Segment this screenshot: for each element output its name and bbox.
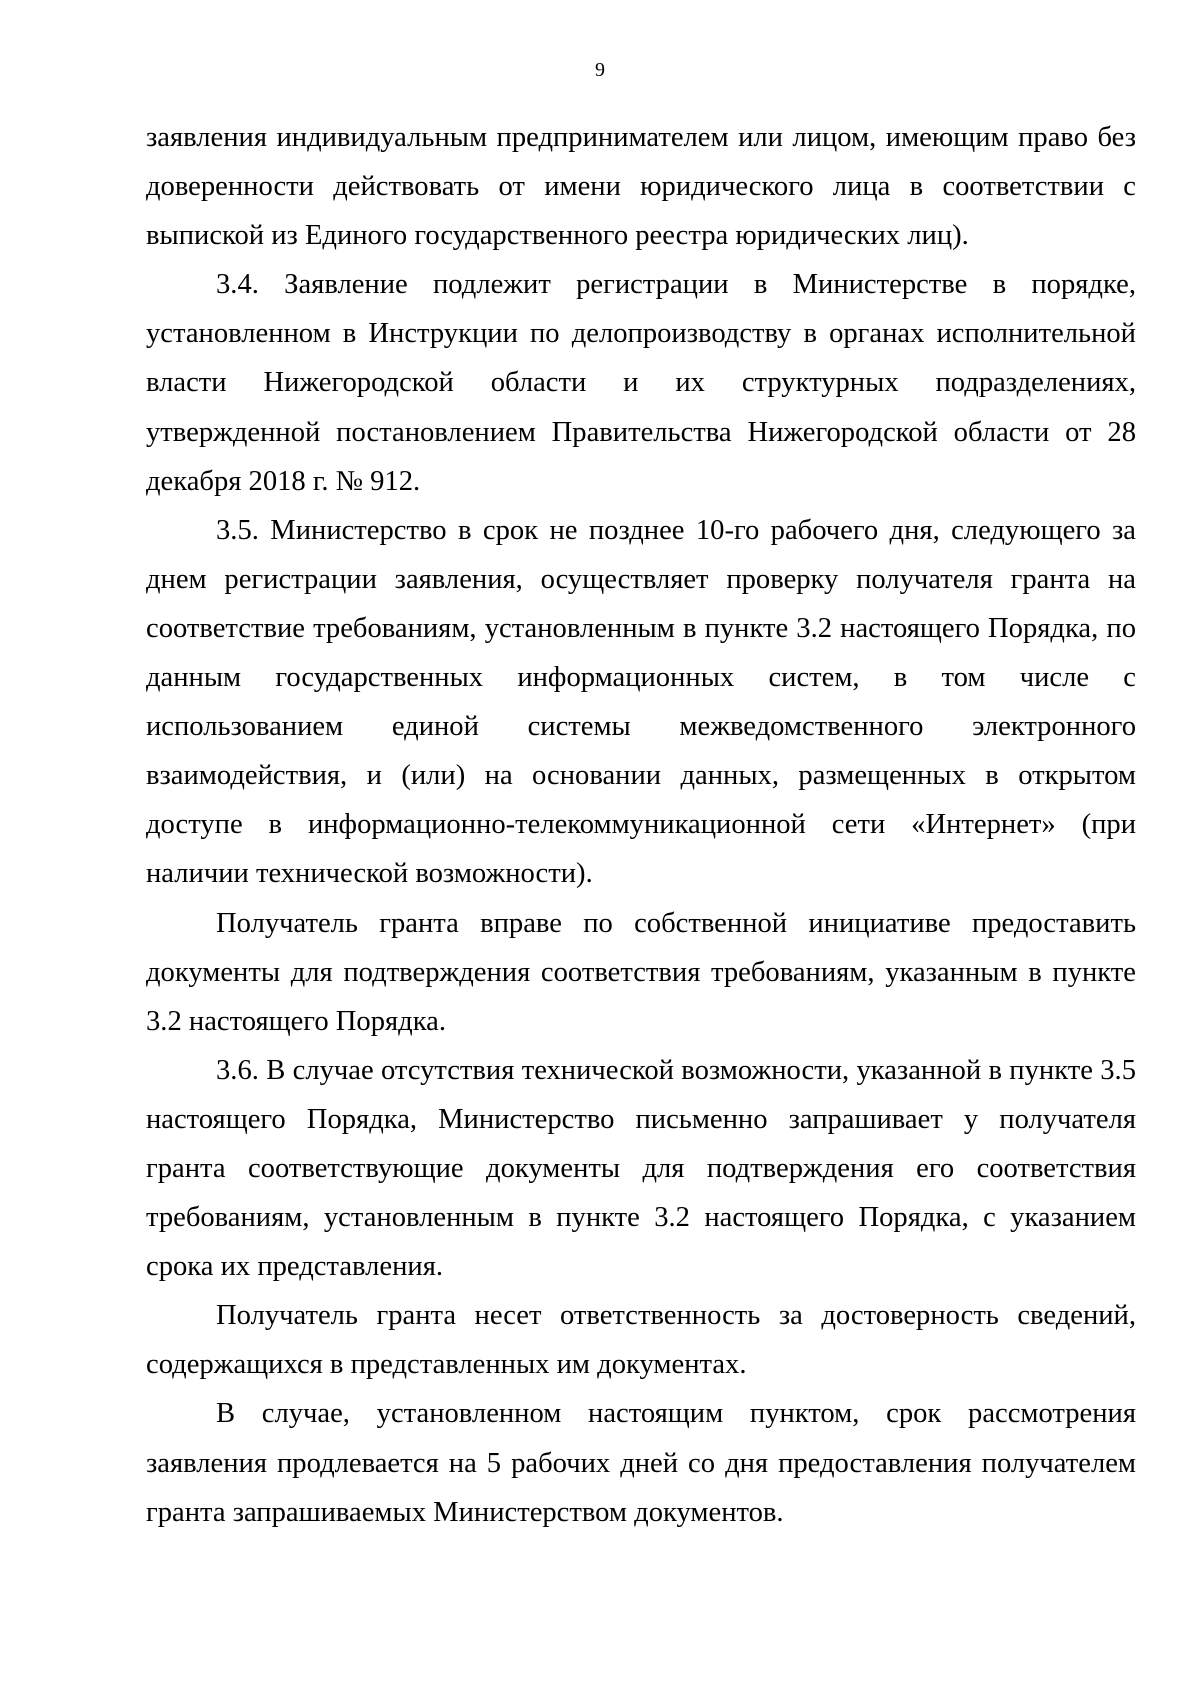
document-body	[146, 113, 1136, 1537]
paragraph-3-5: 3.5. Министерство в срок не позднее 10-го рабочего дня, следующего за днем регистрации заявления, осуществляет проверку получателя гранта на соответствие требованиям, установленным в пункте 3.2 настоящего Порядка, по данным государственных информационных систем, в том числе с использованием единой системы межведомственного электронного взаимодействия, и (или) на основании данных, размещенных в открытом доступе в информационно-телекоммуникационной сети «Интернет» (при наличии технической возможности).	[146, 514, 1136, 890]
paragraph-3-6-term-extension: В случае, установленном настоящим пунктом, срок рассмотрения заявления продлевается на 5 рабочих дней со дня предоставления получателем гранта запрашиваемых Министерством документов.	[146, 1398, 1136, 1528]
page-number: 9	[595, 59, 605, 81]
paragraph-continuation: заявления индивидуальным предпринимателем или лицом, имеющим право без доверенности действовать от имени юридического лица в соответствии с выпиской из Единого государственного реестра юридических лиц).	[146, 122, 1136, 252]
paragraph-3-5-recipient-right: Получатель гранта вправе по собственной инициативе предоставить документы для подтверждения соответствия требованиям, указанным в пункте 3.2 настоящего Порядка.	[146, 907, 1136, 1037]
paragraph-3-6: 3.6. В случае отсутствия технической возможности, указанной в пункте 3.5 настоящего Порядка, Министерство письменно запрашивает у получателя гранта соответствующие документы для подтверждения его соответствия требованиям, установленным в пункте 3.2 настоящего Порядка, с указанием срока их представления.	[146, 1054, 1136, 1283]
paragraph-3-6-responsibility: Получатель гранта несет ответственность за достоверность сведений, содержащихся в представленных им документах.	[146, 1300, 1136, 1381]
paragraph-3-4: 3.4. Заявление подлежит регистрации в Министерстве в порядке, установленном в Инструкции по делопроизводству в органах исполнительной власти Нижегородской области и их структурных подразделениях, утвержденной постановлением Правительства Нижегородской области от 28 декабря 2018 г. № 912.	[146, 269, 1136, 497]
